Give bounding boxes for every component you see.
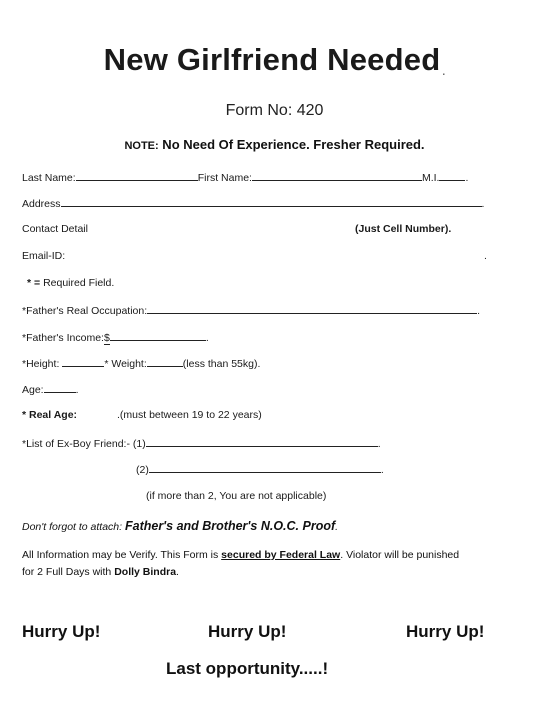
ex-list-label: *List of Ex-Boy Friend:- (1) xyxy=(22,438,146,450)
father-occupation-field[interactable] xyxy=(147,304,477,314)
attach-proof: Father's and Brother's N.O.C. Proof xyxy=(124,519,336,533)
info-text-3: for 2 Full Days with xyxy=(22,566,115,578)
email-end-dot: . xyxy=(484,250,487,262)
attach-prefix: Don't forgot to attach: xyxy=(22,521,125,533)
weight-field[interactable] xyxy=(147,357,183,367)
info-line-1 xyxy=(22,547,459,564)
ex-list-field-2[interactable] xyxy=(149,463,381,473)
weight-hint: (less than 55kg). xyxy=(182,358,261,370)
ex-list-row-2: (2) . xyxy=(136,464,384,476)
father-income-field[interactable] xyxy=(110,331,206,341)
first-name-label: First Name: xyxy=(197,172,252,184)
note-text: No Need Of Experience. Fresher Required. xyxy=(158,137,425,152)
father-occupation-row: *Father's Real Occupation: . xyxy=(22,305,481,317)
ex-list-row-1: *List of Ex-Boy Friend:- (1) . xyxy=(22,438,381,450)
father-income-row: *Father's Income:$ . xyxy=(22,332,209,344)
address-row: Address . xyxy=(22,198,485,210)
required-text: Required Field. xyxy=(43,277,115,289)
email-label: Email-ID: xyxy=(22,250,66,262)
attach-line xyxy=(22,519,338,533)
currency-symbol: $ xyxy=(103,332,110,344)
ex-list-note: (if more than 2, You are not applicable) xyxy=(146,490,327,502)
age-row: Age: . xyxy=(22,384,79,396)
ex-list-label-2: (2) xyxy=(136,464,149,476)
real-age-hint: .(must between 19 to 22 years) xyxy=(117,409,262,421)
attach-suffix: . xyxy=(335,521,339,533)
height-label: *Height: xyxy=(22,358,60,370)
info-name: Dolly Bindra xyxy=(114,566,177,578)
form-title: New Girlfriend Needed . xyxy=(103,42,446,78)
note-label: NOTE: xyxy=(124,140,159,152)
address-field[interactable] xyxy=(61,197,482,207)
age-field[interactable] xyxy=(44,383,76,393)
last-opportunity: Last opportunity.....! xyxy=(166,659,329,678)
info-text-1: All Information may be Verify. This Form is xyxy=(22,549,222,561)
father-occupation-label: *Father's Real Occupation: xyxy=(22,305,148,317)
height-field[interactable] xyxy=(62,357,104,367)
hurry-right: Hurry Up! xyxy=(406,622,485,641)
required-note xyxy=(27,277,114,289)
mi-field[interactable] xyxy=(439,171,465,181)
first-name-field[interactable] xyxy=(252,171,422,181)
required-star: * = xyxy=(27,277,44,289)
hurry-left: Hurry Up! xyxy=(22,622,101,641)
info-secured: secured by Federal Law xyxy=(221,549,341,561)
height-weight-row xyxy=(22,357,260,370)
info-line-2 xyxy=(22,564,459,581)
contact-hint: (Just Cell Number). xyxy=(355,223,452,235)
mi-label: M.I. xyxy=(421,172,440,184)
hurry-center: Hurry Up! xyxy=(208,622,287,641)
name-row: Last Name: First Name: M.I. . xyxy=(22,172,469,184)
form-number: Form No: 420 xyxy=(225,102,324,119)
weight-label: * Weight: xyxy=(104,358,147,370)
age-label: Age: xyxy=(22,384,44,396)
last-name-field[interactable] xyxy=(76,171,198,181)
father-income-label: *Father's Income: xyxy=(22,332,104,344)
real-age-label: * Real Age: xyxy=(22,409,78,421)
info-text-2: . Violator will be punished xyxy=(340,549,460,561)
contact-label: Contact Detail xyxy=(22,223,88,235)
info-paragraph xyxy=(22,547,459,581)
info-text-4: . xyxy=(176,566,179,578)
ex-list-field-1[interactable] xyxy=(146,437,378,447)
note xyxy=(0,137,549,152)
last-name-label: Last Name: xyxy=(22,172,76,184)
address-label: Address xyxy=(22,198,61,210)
